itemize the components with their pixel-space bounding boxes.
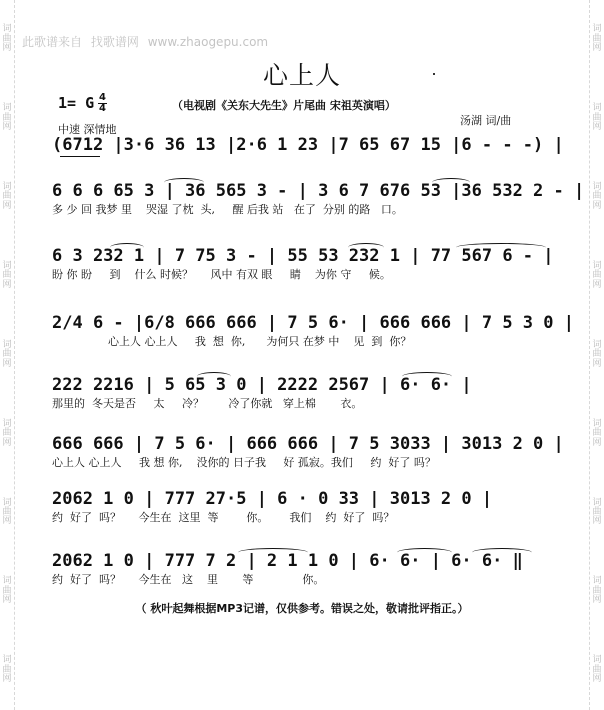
time-signature [98,93,107,114]
right-watermark-column: 词 曲 网 词 曲 网 词 曲 网 词 曲 网 词 曲 网 词 曲 网 词 曲 网 词 曲 网 词 曲 网 [589,0,604,710]
decorative-dot [433,73,435,75]
slur-mark [238,548,308,557]
time-signature-top: 4 [99,92,106,103]
lyric-line: 心上人 心上人 我 想 你, 为何只 在梦 中 见 到 你？ [52,335,412,348]
underline-mark [60,156,100,157]
time-signature-bottom: 4 [99,103,106,114]
notation-line: (6712 |3·6 36 13 |2·6 1 23 |7 65 67 15 |6 - - -) | [52,135,564,155]
slur-mark [197,372,231,381]
slur-mark [472,548,532,557]
song-title: 心上人 [262,61,341,90]
key-signature: 1= G [58,94,95,112]
transcription-note: （ 秋叶起舞根据MP3记谱，仅供参考。错误之处，敬请批评指正。） [135,602,469,615]
lyric-line: 那里的 冬天是否 太 冷？ 冷了你就 穿上棉 衣。 [52,397,363,410]
left-watermark-column: 词 曲 网 词 曲 网 词 曲 网 词 曲 网 词 曲 网 词 曲 网 词 曲 网 词 曲 网 词 曲 网 [0,0,15,710]
watermark-site-url: www.zhaogepu.com [147,35,269,49]
lyric-line: 盼 你 盼 到 什么 时候？ 风中 有双 眼 睛 为你 守 候。 [52,268,391,281]
slur-mark [456,243,546,252]
site-watermark [22,33,273,50]
score-row-8 [52,550,548,588]
notation-line: 2062 1 0 | 777 7 2 | 2 1 1 0 | 6· 6· | 6· 6· ‖ [52,551,523,571]
score-row-2 [52,180,585,218]
song-subtitle: （电视剧《关东大先生》片尾曲 宋祖英演唱） [172,99,396,112]
watermark-site-name: 找歌谱网 [90,35,139,49]
lyric-line: 约 好了 吗？ 今生在 这 里 等 你。 [52,573,325,586]
notation-line: 6 6 6 65 3 | 36 565 3 - | 3 6 7 676 53 |36 532 2 - | [52,181,585,201]
slur-mark [348,243,384,252]
score-row-3 [52,245,554,283]
slur-mark [164,178,204,187]
slur-mark [402,372,452,381]
notation-line: 6 3 232 1 | 7 75 3 - | 55 53 232 1 | 77 567 6 - | [52,246,554,266]
lyric-line: 心上人 心上人 我 想 你, 没你的 日子我 好 孤寂。我们 约 好了 吗？ [52,456,436,469]
notation-line: 666 666 | 7 5 6· | 666 666 | 7 5 3033 | 3013 2 0 | [52,434,564,454]
score-row-1 [52,134,564,156]
notation-line: 2062 1 0 | 777 27·5 | 6 · 0 33 | 3013 2 0 | [52,489,493,509]
lyric-line: 约 好了 吗？ 今生在 这里 等 你。 我们 约 好了 吗？ [52,511,395,524]
slur-mark [397,548,452,557]
author-credit: 汤湖 词/曲 [460,114,512,127]
notation-line: 2/4 6 - |6/8 666 666 | 7 5 6· | 666 666 | 7 5 3 0 | [52,313,574,333]
score-row-4 [52,312,574,350]
slur-mark [110,243,144,252]
score-row-6 [52,433,564,471]
notation-line: 222 2216 | 5 65 3 0 | 2222 2567 | 6· 6· | [52,375,472,395]
lyric-line: 多 少 回 我梦 里 哭湿 了枕 头, 醒 后我 站 在了 分别 的路 口。 [52,203,403,216]
watermark-source-text: 此歌谱来自 [22,35,83,49]
score-row-7 [52,488,548,526]
tempo-marking: 中速 深情地 [58,123,117,136]
slur-mark [432,178,470,187]
score-row-5 [52,374,548,412]
